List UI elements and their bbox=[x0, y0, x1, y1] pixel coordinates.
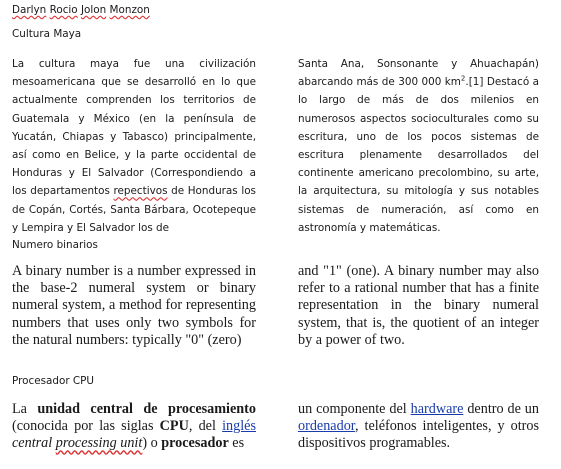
link-ordenador[interactable]: ordenador bbox=[298, 418, 355, 435]
cpu-acronym: CPU bbox=[159, 418, 189, 435]
cpu-text-3: , del bbox=[188, 418, 223, 435]
cpu-column-2 bbox=[298, 401, 539, 453]
cultura-maya-text-d: .[1] Destacó a lo largo de más de dos milenios en numerosos aspectos socioculturales como su escritura, uno de los pocos sistemas de escritura plenamente desarrollados del continente americano precolombino, su arte, la arquitectura, su mitología y sus notables sistemas de numeración, así como en astronomía y matemáticas. bbox=[298, 76, 539, 234]
link-hardware[interactable]: hardware bbox=[410, 401, 464, 417]
cultura-maya-text-a: La cultura maya fue una civilización mesoamericana que se desarrolló en lo que actualmente comprenden los territorios de Guatemala y México (en la península de Yucatán, Chiapas y Tabasco) principalmente, así como en Belice, y la parte occidental de Honduras y El Salvador (Correspondiendo a los departamentos bbox=[12, 58, 256, 198]
cpu-text-5: es bbox=[228, 435, 245, 452]
author-name bbox=[12, 1, 150, 19]
section-heading-cultura-maya: Cultura Maya bbox=[12, 28, 82, 40]
cpu-italic-word: central bbox=[12, 435, 53, 452]
author-middle-name: Rocio bbox=[49, 4, 78, 16]
binary-column-2: and "1" (one). A binary number may also refer to a rational number that has a finite representation in the binary numeral system, that is, the quotient of an integer by a power of two. bbox=[298, 263, 539, 348]
misspelled-word: repectivos bbox=[113, 185, 168, 198]
author-second-surname: Monzon bbox=[109, 4, 150, 16]
cultura-maya-column-2 bbox=[298, 55, 539, 237]
section-heading-numero-binarios: Numero binarios bbox=[12, 239, 98, 251]
cpu-text-8: , teléfonos inteligentes, y otros dispositivos programables. bbox=[298, 418, 539, 452]
cpu-italic-misspelled: processing unit bbox=[55, 435, 143, 452]
cultura-maya-text-c: Santa Ana, Sonsonante y Ahuachapán) abarcando más de 300 000 km bbox=[298, 58, 539, 89]
cpu-column-1 bbox=[12, 401, 256, 453]
cultura-maya-text-b: de Honduras los de Copán, Cortés, Santa Bárbara, Ocotepeque y Lempira y El Salvador los de bbox=[12, 185, 256, 234]
cpu-bold-term: unidad central de procesamiento bbox=[37, 401, 256, 417]
cpu-text-2: (conocida por las siglas bbox=[12, 418, 160, 435]
author-last-name: Jolon bbox=[80, 4, 107, 16]
section-heading-procesador-cpu: Procesador CPU bbox=[12, 375, 95, 387]
cpu-bold-procesador: procesador bbox=[161, 435, 229, 452]
link-ingles[interactable]: inglés bbox=[222, 418, 256, 435]
author-first-name: Darlyn bbox=[12, 4, 47, 16]
cultura-maya-column-1 bbox=[12, 55, 256, 237]
cpu-text-1: La bbox=[12, 401, 38, 417]
cpu-text-6: un componente del bbox=[298, 401, 411, 417]
cpu-italic-term bbox=[12, 435, 142, 451]
cpu-text-7: dentro de un bbox=[463, 401, 539, 417]
binary-column-1: A binary number is a number expressed in the base-2 numeral system or binary numeral system, a method for representing numbers that uses only two symbols for the natural numbers: typically "0" (zero) bbox=[12, 263, 256, 348]
cpu-text-4: ) o bbox=[142, 435, 162, 452]
superscript: 2 bbox=[460, 74, 466, 83]
